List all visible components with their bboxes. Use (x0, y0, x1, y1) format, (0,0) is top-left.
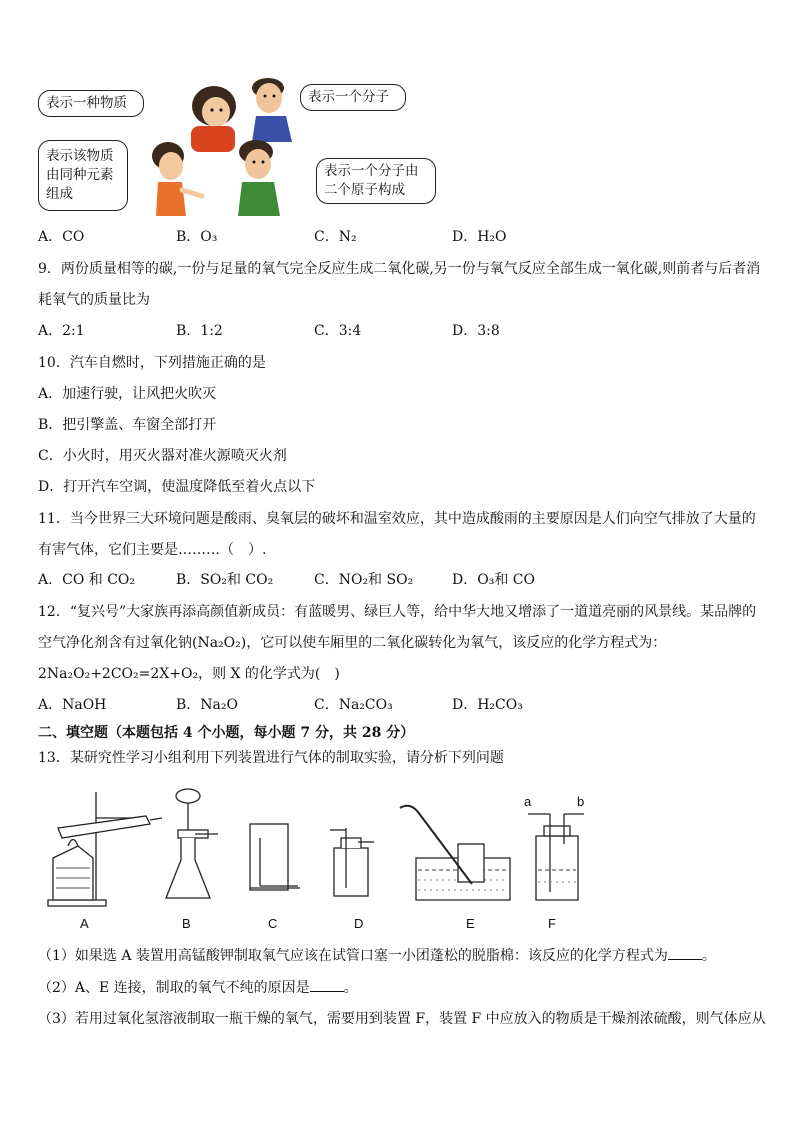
section-heading-fill-in: 二、填空题（本题包括 4 个小题，每小题 7 分，共 28 分） (38, 725, 415, 741)
q12-option-b: B．Na₂O (176, 697, 238, 713)
q10-option-b: B．把引擎盖、车窗全部打开 (38, 417, 217, 433)
q8-option-b: B．O₃ (176, 229, 218, 245)
student-figure-1 (191, 86, 236, 152)
apparatus-port-b: b (577, 794, 585, 809)
apparatus-label-b: B (182, 916, 191, 931)
q9-option-b: B．1:2 (176, 323, 223, 339)
q10-stem: 10．汽车自燃时，下列措施正确的是 (38, 355, 266, 371)
student-figure-4 (238, 140, 280, 216)
q13-sub-2-text: （2）A、E 连接，制取的氧气不纯的原因是 (38, 980, 310, 996)
q11-option-b: B．SO₂和 CO₂ (176, 572, 274, 588)
apparatus-d (330, 828, 374, 896)
apparatus-b (166, 789, 218, 898)
bubble-text-3: 表示该物质由同种元素组成 (46, 148, 114, 202)
q8-option-a: A．CO (38, 229, 85, 245)
bubble-text-4: 表示一个分子由二个原子构成 (324, 163, 419, 198)
q12-option-c: C．Na₂CO₃ (314, 697, 393, 713)
q11-option-a: A．CO 和 CO₂ (38, 572, 136, 588)
q11-option-c: C．NO₂和 SO₂ (314, 572, 414, 588)
student-figure-3 (152, 142, 202, 216)
apparatus-drawing (38, 788, 598, 913)
q11-stem-line-2: 有害气体，它们主要是………（ ）. (38, 542, 267, 558)
q13-stem: 13．某研究性学习小组利用下列装置进行气体的制取实验，请分析下列问题 (38, 750, 504, 766)
q12-stem-line-1: 12．“复兴号”大家族再添高颜值新成员：有蓝暖男、绿巨人等，给中华大地又增添了一道道亮丽的风景线。某品牌的 (38, 604, 757, 620)
q9-option-d: D．3:8 (452, 323, 500, 339)
q13-sub-2 (38, 979, 358, 997)
q13-sub-1-text: （1）如果选 A 装置用高锰酸钾制取氧气应该在试管口塞一小团蓬松的脱脂棉：该反应的化学方程式为 (38, 948, 668, 964)
q8-option-d: D．H₂O (452, 229, 507, 245)
q13-sub-1 (38, 947, 716, 965)
speech-bubble-1 (38, 90, 144, 117)
q10-option-d: D．打开汽车空调，使温度降低至着火点以下 (38, 479, 316, 495)
speech-bubble-2 (300, 84, 406, 111)
apparatus-c (250, 824, 300, 890)
bubble-text-2: 表示一个分子 (308, 89, 389, 105)
q10-option-c: C．小火时，用灭火器对准火源喷灭火剂 (38, 448, 287, 464)
q11-stem-line-1: 11．当今世界三大环境问题是酸雨、臭氧层的破坏和温室效应，其中造成酸雨的主要原因是人们向空气排放了大量的 (38, 511, 756, 527)
apparatus-e (400, 806, 510, 900)
bubble-text-1: 表示一种物质 (46, 95, 127, 111)
q9-stem-line-2: 耗氧气的质量比为 (38, 292, 150, 308)
q12-option-d: D．H₂CO₃ (452, 697, 523, 713)
speech-bubble-3 (38, 140, 128, 211)
speech-bubble-4 (316, 158, 436, 204)
q9-stem-line-1: 9．两份质量相等的碳,一份与足量的氧气完全反应生成二氧化碳,另一份与氧气反应全部生成一氧化碳,则前者与后者消 (38, 261, 761, 277)
apparatus-label-f: F (548, 916, 556, 931)
apparatus-a (48, 792, 162, 906)
q9-option-c: C．3:4 (314, 323, 362, 339)
q13-sub-3: （3）若用过氧化氢溶液制取一瓶干燥的氧气，需要用到装置 F，装置 F 中应放入的物质是干燥剂浓硫酸，则气体应从 (38, 1011, 766, 1027)
apparatus-label-d: D (354, 916, 364, 931)
q11-option-d: D．O₃和 CO (452, 572, 535, 588)
answer-blank-1[interactable] (668, 947, 702, 960)
apparatus-label-a: A (80, 916, 89, 931)
apparatus-port-a: a (524, 794, 532, 809)
q12-option-a: A．NaOH (38, 697, 107, 713)
q10-option-a: A．加速行驶，让风把火吹灭 (38, 386, 217, 402)
q8-option-c: C．N₂ (314, 229, 357, 245)
apparatus-label-e: E (466, 916, 475, 931)
student-figure-2 (252, 78, 292, 142)
q12-stem-line-2: 空气净化剂含有过氧化钠(Na₂O₂)，它可以使车厢里的二氧化碳转化为氧气，该反应的化学方程式为： (38, 635, 667, 651)
apparatus-label-c: C (268, 916, 278, 931)
q13-sub-2-end: 。 (343, 980, 358, 996)
apparatus-f (528, 814, 584, 900)
q13-sub-1-end: 。 (701, 948, 716, 964)
q12-stem-line-3: 2Na₂O₂+2CO₂=2X+O₂，则 X 的化学式为( ) (38, 666, 340, 682)
answer-blank-2[interactable] (310, 979, 344, 992)
q9-option-a: A．2:1 (38, 323, 85, 339)
